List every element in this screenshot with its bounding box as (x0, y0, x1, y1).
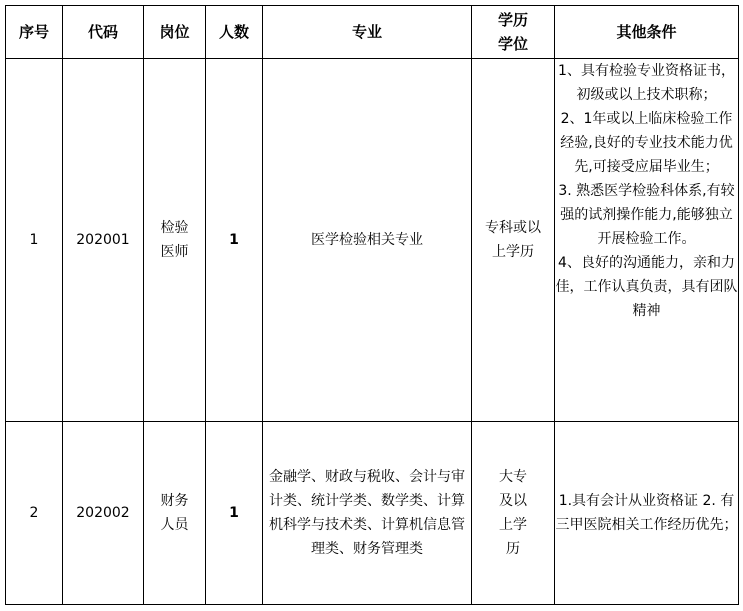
cell-position (144, 422, 206, 605)
header-no: 序号 (6, 6, 63, 59)
condition-item: 1.具有会计从业资格证 2. 有三甲医院相关工作经历优先； (555, 493, 738, 533)
cell-count: 1 (206, 422, 263, 605)
cell-education (472, 59, 555, 422)
header-other: 其他条件 (555, 6, 739, 59)
header-row (6, 6, 739, 59)
cell-other (555, 422, 739, 605)
condition-item: 2、1年或以上临床检验工作经验,良好的专业技术能力优先,可接受应届毕业生； (560, 111, 733, 175)
table-row (6, 422, 739, 605)
header-major: 专业 (263, 6, 472, 59)
cell-major: 金融学、财政与税收、会计与审计类、统计学类、数学类、计算机科学与技术类、计算机信息管理类、财务管理类 (263, 422, 472, 605)
cell-position-text: 财务人员 (160, 493, 189, 533)
cell-major: 医学检验相关专业 (263, 59, 472, 422)
cell-education-text: 大专及以上学历 (498, 469, 527, 557)
recruitment-table (5, 5, 739, 605)
cell-no: 1 (6, 59, 63, 422)
cell-education-text: 专科或以上学历 (484, 220, 541, 260)
header-education (472, 6, 555, 59)
cell-code: 202001 (63, 59, 144, 422)
header-count: 人数 (206, 6, 263, 59)
cell-no: 2 (6, 422, 63, 605)
cell-position (144, 59, 206, 422)
header-position: 岗位 (144, 6, 206, 59)
condition-item: 4、良好的沟通能力，亲和力佳，工作认真负责，具有团队精神 (555, 255, 738, 319)
header-code: 代码 (63, 6, 144, 59)
condition-item: 3. 熟悉医学检验科体系,有较强的试剂操作能力,能够独立开展检验工作。 (558, 183, 735, 247)
cell-count: 1 (206, 59, 263, 422)
cell-code: 202002 (63, 422, 144, 605)
cell-education (472, 422, 555, 605)
cell-position-text: 检验医师 (160, 220, 189, 260)
header-education-text: 学历学位 (497, 11, 528, 53)
cell-other (555, 59, 739, 422)
table-row (6, 59, 739, 422)
condition-item: 1、具有检验专业资格证书，初级或以上技术职称； (558, 63, 735, 103)
